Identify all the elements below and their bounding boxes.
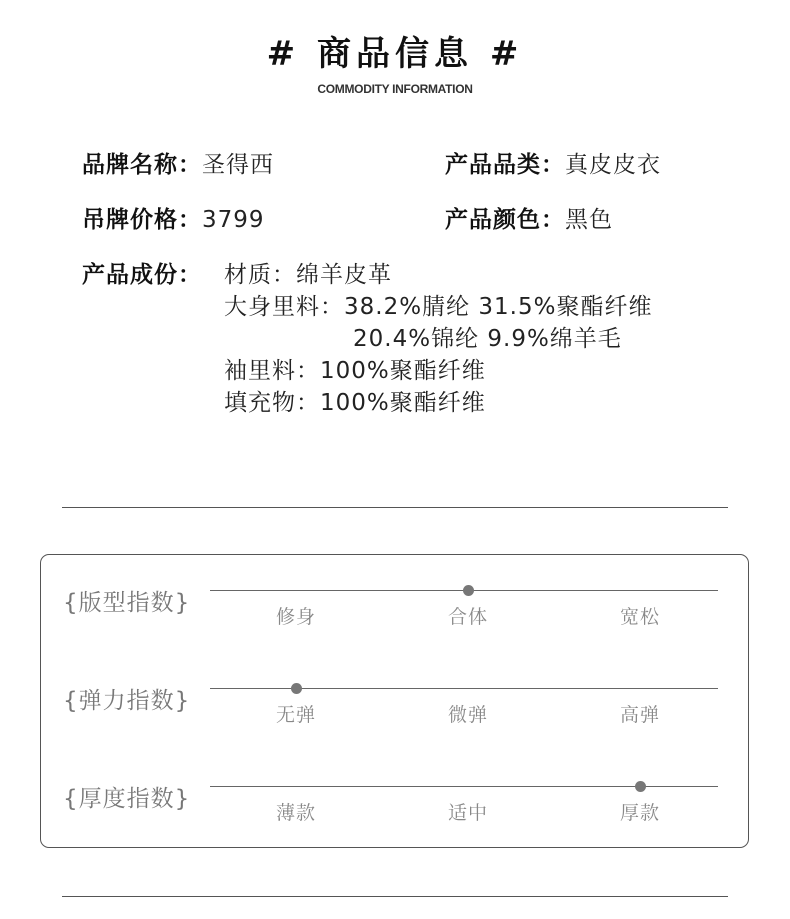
fit-index-label: {版型指数} [63,590,191,616]
thickness-option: 适中 [447,802,488,824]
composition-line: 材质：绵羊皮革 [224,262,392,288]
composition-line: 填充物：100%聚酯纤维 [224,390,486,416]
composition-line: 袖里料：100%聚酯纤维 [224,358,486,384]
price-row [82,201,265,234]
thickness-option: 厚款 [619,802,660,824]
elasticity-option: 微弹 [447,704,488,726]
composition-line: 20.4%锦纶 9.9%绵羊毛 [353,326,622,352]
fit-option: 合体 [447,606,488,628]
price-label: 吊牌价格： [82,207,202,233]
composition-row [82,256,202,289]
thickness-option: 薄款 [275,802,316,824]
color-row [445,201,613,234]
price-value: 3799 [202,207,265,233]
elasticity-index-line [210,688,718,689]
composition-line: 大身里料：38.2%腈纶 31.5%聚酯纤维 [224,294,653,320]
elasticity-option: 高弹 [619,704,660,726]
brand-value: 圣得西 [202,152,274,178]
fit-index-marker [463,585,474,596]
page-title: # 商品信息 # [266,34,524,74]
elasticity-index-label: {弹力指数} [63,688,191,714]
category-row [445,146,661,179]
composition-label: 产品成份： [82,262,202,288]
color-value: 黑色 [565,207,613,233]
brand-label: 品牌名称： [82,152,202,178]
divider [62,896,728,897]
fit-option: 修身 [275,606,316,628]
page-subtitle: COMMODITY INFORMATION [317,82,473,96]
category-value: 真皮皮衣 [565,152,661,178]
brand-row [82,146,274,179]
elasticity-index-marker [291,683,302,694]
thickness-index-marker [635,781,646,792]
fit-option: 宽松 [619,606,660,628]
elasticity-option: 无弹 [275,704,316,726]
divider [62,507,728,508]
thickness-index-label: {厚度指数} [63,786,191,812]
color-label: 产品颜色： [445,207,565,233]
category-label: 产品品类： [445,152,565,178]
